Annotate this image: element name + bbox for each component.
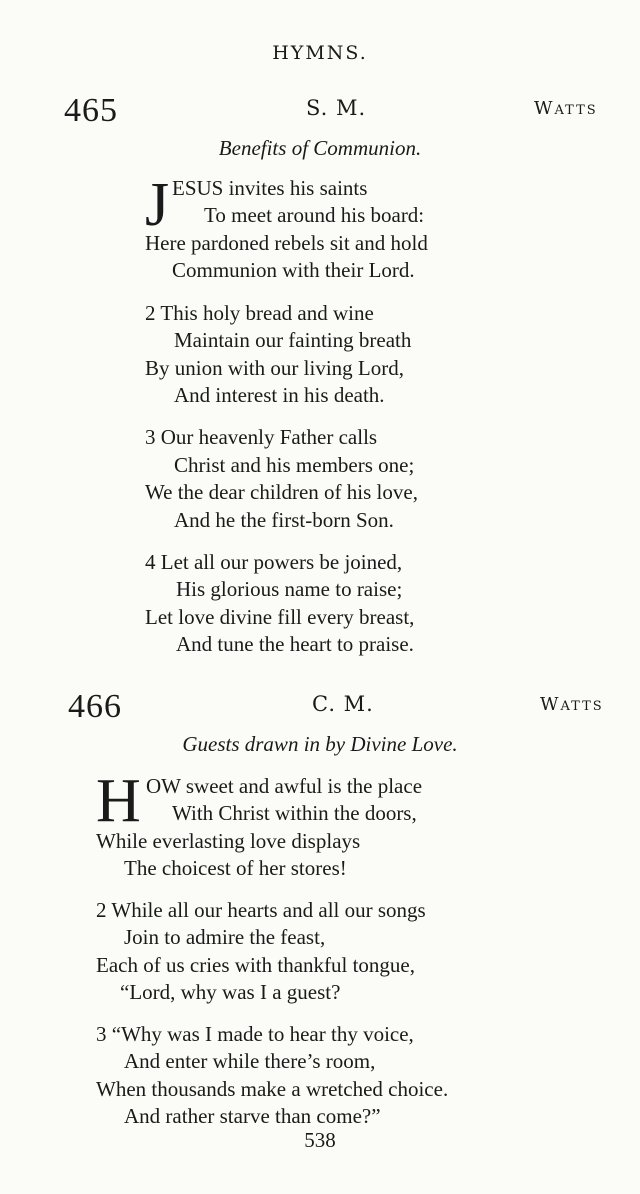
hymn-465-header <box>0 92 640 132</box>
hymn-author: Watts <box>534 98 598 119</box>
verse-line: And enter while there’s room, <box>124 1049 376 1073</box>
verse-line: And he the first-born Son. <box>174 508 394 532</box>
verse-line: While everlasting love displays <box>96 829 361 853</box>
verse-line: 3 Our heavenly Father calls <box>145 425 378 449</box>
verse-line: To meet around his board: <box>204 203 425 227</box>
verse-line: And interest in his death. <box>174 383 385 407</box>
hymn-meter: S. M. <box>306 96 367 120</box>
verse-line: ESUS invites his saints <box>172 176 368 200</box>
verse-line: When thousands make a wretched choice. <box>96 1077 449 1101</box>
verse-line: Maintain our fainting breath <box>174 328 412 352</box>
verse-line: Communion with their Lord. <box>172 258 415 282</box>
verse-line: OW sweet and awful is the place <box>146 774 423 798</box>
verse-line: Each of us cries with thankful tongue, <box>96 953 415 977</box>
drop-cap: H <box>96 767 141 835</box>
verse-line: And tune the heart to praise. <box>176 632 414 656</box>
verse-line: His glorious name to raise; <box>176 577 403 601</box>
verse-line: Christ and his members one; <box>174 453 415 477</box>
verse-line: Let love divine fill every breast, <box>145 605 415 629</box>
verse-line: The choicest of her stores! <box>124 856 347 880</box>
verse-line: And rather starve than come?” <box>124 1104 381 1128</box>
hymn-number: 465 <box>64 92 118 129</box>
verse-line: 3 “Why was I made to hear thy voice, <box>96 1022 414 1046</box>
verse-line: “Lord, why was I a guest? <box>120 980 341 1004</box>
verse-line: Here pardoned rebels sit and hold <box>145 231 428 255</box>
verse-line: Join to admire the feast, <box>124 925 326 949</box>
running-head: HYMNS. <box>272 42 368 64</box>
hymn-author: Watts <box>540 694 604 715</box>
verse-line: With Christ within the doors, <box>172 801 417 825</box>
hymn-meter: C. M. <box>312 692 374 716</box>
hymn-title: Benefits of Communion. <box>218 136 422 160</box>
verse-line: We the dear children of his love, <box>145 480 418 504</box>
verse-line: 2 This holy bread and wine <box>145 301 374 325</box>
hymn-number: 466 <box>68 688 122 725</box>
hymn-title: Guests drawn in by Divine Love. <box>182 732 458 756</box>
verse-line: 4 Let all our powers be joined, <box>145 550 403 574</box>
verse-line: By union with our living Lord, <box>145 356 404 380</box>
hymn-466-header <box>0 688 640 728</box>
verse-line: 2 While all our hearts and all our songs <box>96 898 426 922</box>
drop-cap: J <box>145 171 170 239</box>
page-number: 538 <box>304 1128 336 1152</box>
